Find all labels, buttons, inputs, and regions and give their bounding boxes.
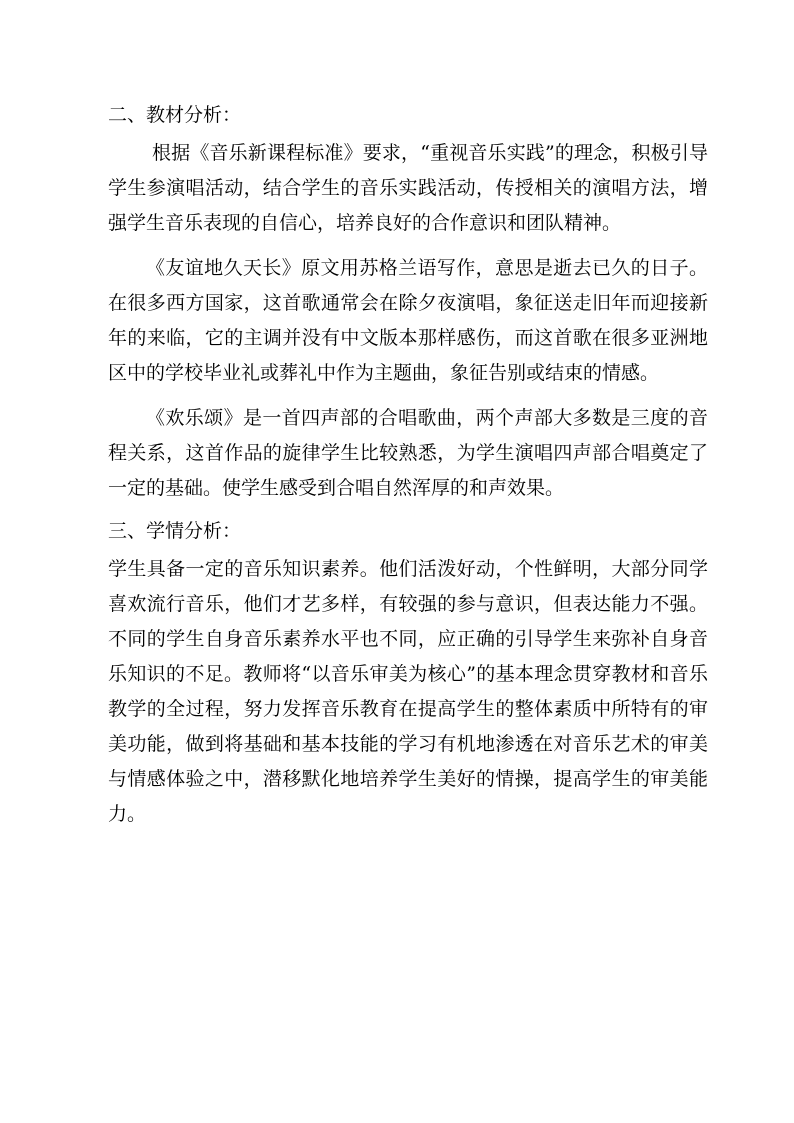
paragraph-ode-to-joy: 《欢乐颂》是一首四声部的合唱歌曲，两个声部大多数是三度的音程关系，这首作品的旋律学生比较熟悉，为学生演唱四声部合唱奠定了一定的基础。使学生感受到合唱自然浑厚的和声效果。 [108, 407, 708, 499]
section-heading-materials: 二、教材分析： [108, 104, 242, 126]
document-body [108, 100, 708, 832]
paragraph-student-analysis: 学生具备一定的音乐知识素养。他们活泼好动，个性鲜明，大部分同学喜欢流行音乐，他们才艺多样，有较强的参与意识，但表达能力不强。不同的学生自身音乐素养水平也不同，应正确的引导学生来弥补自身音乐知识的不足。教师将“以音乐审美为核心”的基本理念贯穿教材和音乐教学的全过程，努力发挥音乐教育在提高学生的整体素质中所特有的审美功能，做到将基础和基本技能的学习有机地渗透在对音乐艺术的审美与情感体验之中，潜移默化地培养学生美好的情操，提高学生的审美能力。 [108, 558, 708, 825]
paragraph-auld-lang-syne: 《友谊地久天长》原文用苏格兰语写作，意思是逝去已久的日子。在很多西方国家，这首歌通常会在除夕夜演唱，象征送走旧年而迎接新年的来临，它的主调并没有中文版本那样感伤，而这首歌在很多亚洲地区中的学校毕业礼或葬礼中作为主题曲，象征告别或结束的情感。 [108, 257, 708, 384]
section-heading-students: 三、学情分析： [108, 520, 242, 542]
paragraph-curriculum: 根据《音乐新课程标准》要求，“重视音乐实践”的理念，积极引导学生参演唱活动，结合学生的音乐实践活动，传授相关的演唱方法，增强学生音乐表现的自信心，培养良好的合作意识和团队精神。 [108, 142, 708, 234]
